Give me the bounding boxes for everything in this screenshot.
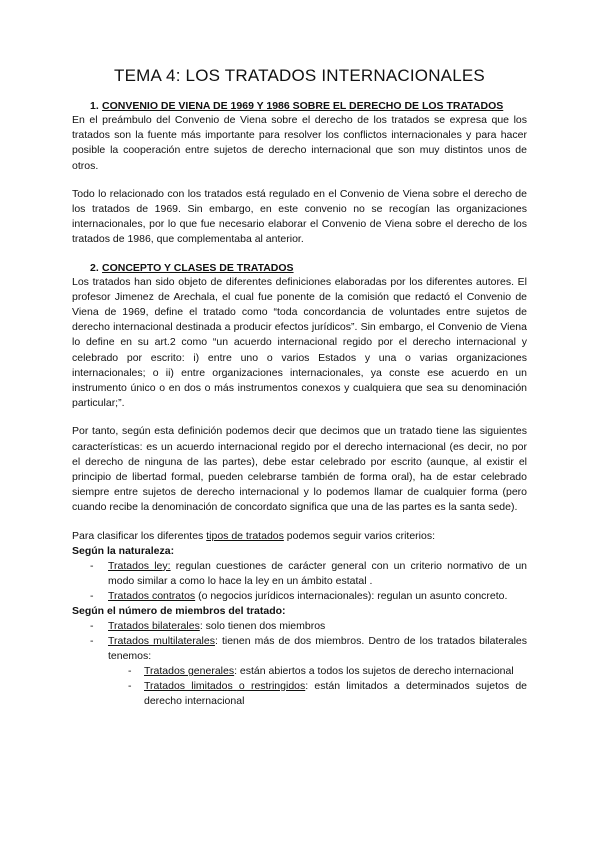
section-1-title: CONVENIO DE VIENA DE 1969 Y 1986 SOBRE EL DERECHO DE LOS TRATADOS — [102, 100, 504, 112]
criterion-members-heading: Según el número de miembros del tratado: — [72, 604, 286, 617]
list-item: - Tratados contratos (o negocios jurídicos internacionales): regulan un asunto concreto. — [90, 589, 508, 602]
list-item-text: : solo tienen dos miembros — [199, 619, 326, 632]
section-2-paragraph-1: Los tratados han sido objeto de diferentes definiciones elaboradas por los diferentes autores. El profesor Jimenez de Arechala, el cual fue ponente de la comisión que redactó el Convenio de Viena de 1969, define el tratado como “toda concordancia de voluntades entre sujetos de derecho internacional destinada a producir efectos jurídicos”. Sin embargo, el Convenio de Viena lo define en su art.2 como “un acuerdo internacional regido por el derecho internacional y celebrado por escrito: i) entre uno o varios Estados y una o varias organizaciones internacionales; o ii) entre organizaciones internacionales, ya conste ese acuerdo en un instrumento único o en dos o más instrumentos conexos y cualquiera que sea su denominación particular;”. — [72, 275, 527, 410]
list-item-term: Tratados contratos — [108, 589, 196, 602]
document-page — [72, 66, 527, 709]
criterion-nature-list — [72, 559, 527, 604]
tipos-de-tratados-link-text: tipos de tratados — [206, 529, 284, 542]
section-2-paragraph-3 — [72, 529, 527, 544]
list-item-term: Tratados ley: — [108, 559, 171, 572]
multilateral-sublist — [108, 664, 527, 709]
list-item: - Tratados generales: están abiertos a todos los sujetos de derecho internacional — [128, 664, 514, 677]
section-1-number: 1. — [90, 100, 99, 112]
list-item-text: : tienen más de dos miembros. Dentro de los tratados bilaterales tenemos: — [108, 634, 527, 662]
section-1-heading — [72, 100, 527, 113]
list-item-term: Tratados generales — [144, 664, 235, 677]
list-item-text: (o negocios jurídicos internacionales): regulan un asunto concreto. — [195, 589, 508, 602]
section-2-paragraph-2: Por tanto, según esta definición podemos decir que decimos que un tratado tiene las siguientes características: es un acuerdo internacional regido por el derecho internacional (es decir, no por el derecho de ninguna de las partes), debe estar celebrado por escrito (aunque, al existir el principio de libertad formal, pueden celebrarse también de forma oral), ha de estar celebrado siempre entre sujetos de derecho internacional y lo podemos llamar de cualquier forma (pero cuando recibe la denominación de concordato significa que una de las partes es la santa sede). — [72, 425, 527, 514]
criterion-nature-heading: Según la naturaleza: — [72, 544, 175, 557]
list-item: - Tratados bilaterales: solo tienen dos miembros — [90, 619, 326, 632]
p3-text-after: podemos seguir varios criterios: — [283, 529, 436, 542]
section-1-paragraph-1: En el preámbulo del Convenio de Viena sobre el derecho de los tratados se expresa que los tratados son la fuente más importante para resolver los conflictos internacionales y para hacer posible la cooperación entre sujetos de derecho internacional que son muy distintos unos de otros. — [72, 114, 527, 172]
criterion-members-list — [72, 619, 527, 664]
list-item-term: Tratados multilaterales — [108, 634, 215, 647]
section-2-heading — [72, 262, 527, 275]
section-2-number: 2. — [90, 261, 99, 274]
list-item-text: : están limitados a determinados sujetos de derecho internacional — [144, 679, 527, 707]
p3-text-before: Para clasificar los diferentes — [72, 529, 207, 542]
list-item: - Tratados ley: regulan cuestiones de carácter general con un criterio normativo de un modo similar a como lo hace la ley en un ámbito estatal . — [90, 559, 527, 587]
section-1-paragraph-2: Todo lo relacionado con los tratados está regulado en el Convenio de Viena sobre el derecho de los tratados de 1969. Sin embargo, en este convenio no se recogían las organizaciones internacionales, por lo que fue necesario elaborar el Convenio de Viena sobre el derecho de los tratados de 1986, que complementaba al anterior. — [72, 187, 527, 246]
page-title: TEMA 4: LOS TRATADOS INTERNACIONALES — [114, 66, 485, 85]
list-item: - Tratados multilaterales: tienen más de dos miembros. Dentro de los tratados bilaterales tenemos: — [90, 634, 527, 662]
list-item-term: Tratados bilaterales — [108, 619, 200, 632]
list-item-text: : están abiertos a todos los sujetos de derecho internacional — [234, 664, 514, 677]
section-2-title: CONCEPTO Y CLASES DE TRATADOS — [102, 261, 294, 274]
list-item-text: regulan cuestiones de carácter general con un criterio normativo de un modo similar a como lo hace la ley en un ámbito estatal . — [108, 559, 527, 587]
list-item: - Tratados limitados o restringidos: están limitados a determinados sujetos de derecho internacional — [128, 679, 527, 707]
list-item-term: Tratados limitados o restringidos — [144, 679, 306, 692]
